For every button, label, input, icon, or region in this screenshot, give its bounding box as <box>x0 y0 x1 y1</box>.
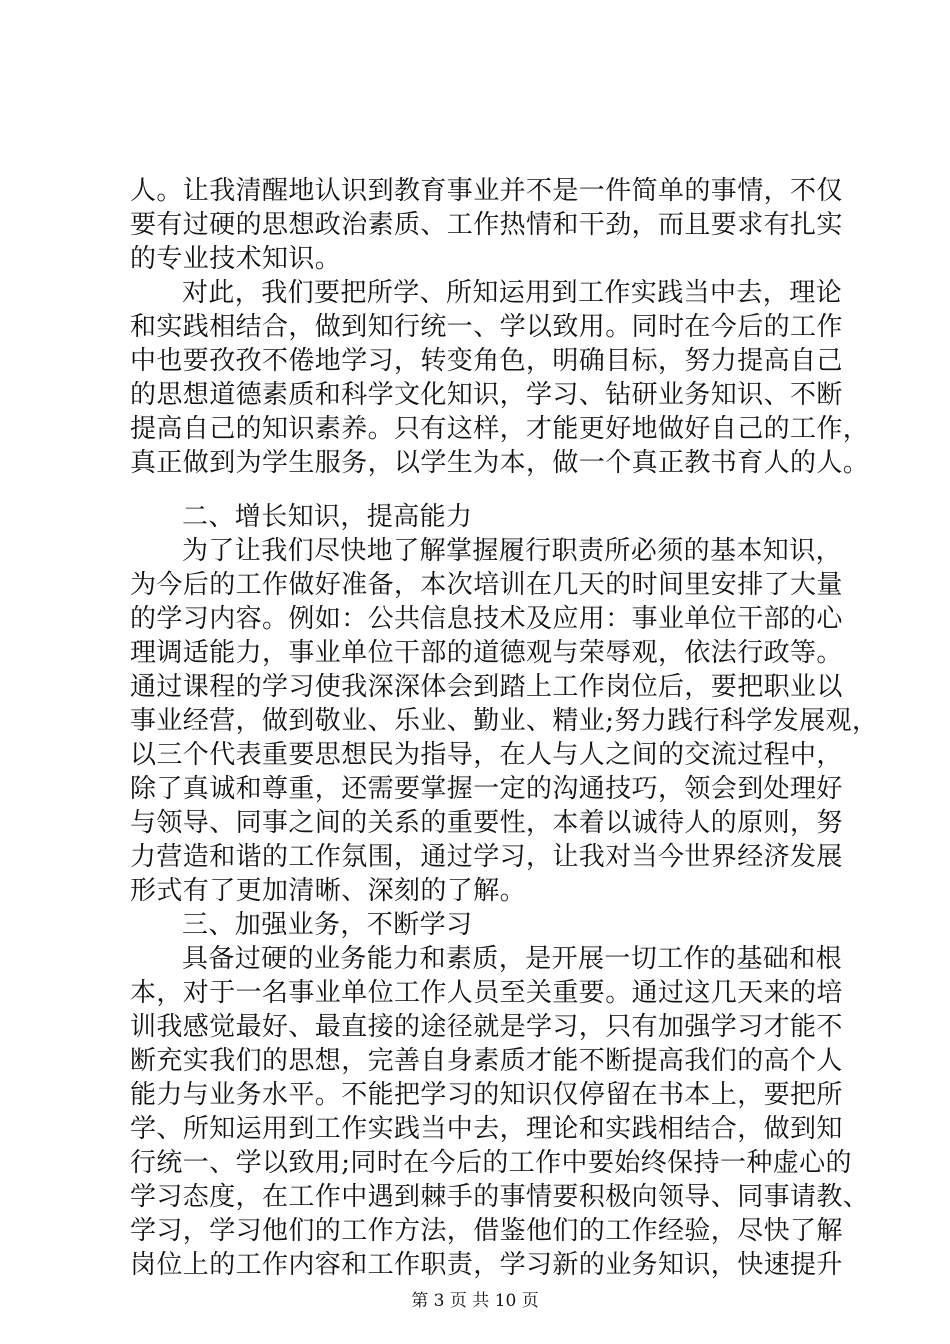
text-line: 以三个代表重要思想民为指导，在人与人之间的交流过程中， <box>130 740 843 770</box>
page-number-footer: 第 3 页 共 10 页 <box>411 1291 539 1311</box>
text-line: 除了真诚和尊重，还需要掌握一定的沟通技巧，领会到处理好 <box>130 774 843 804</box>
text-line: 学习态度，在工作中遇到棘手的事情要积极向领导、同事请教、 <box>130 1182 870 1212</box>
text-line: 与领导、同事之间的关系的重要性，本着以诚待人的原则，努 <box>130 808 843 838</box>
text-line: 提高自己的知识素养。只有这样，才能更好地做好自己的工作， <box>130 414 870 444</box>
text-line: 的专业技术知识。 <box>130 244 342 274</box>
text-line: 真正做到为学生服务，以学生为本，做一个真正教书育人的人。 <box>130 448 870 478</box>
text-line: 事业经营，做到敬业、乐业、勤业、精业;努力践行科学发展观， <box>130 706 879 736</box>
text-line: 学习，学习他们的工作方法，借鉴他们的工作经验，尽快了解 <box>130 1216 843 1246</box>
text-line: 的学习内容。例如：公共信息技术及应用：事业单位干部的心 <box>130 604 843 634</box>
text-line: 要有过硬的思想政治素质、工作热情和干劲，而且要求有扎实 <box>130 210 843 240</box>
text-line: 训我感觉最好、最直接的途径就是学习，只有加强学习才能不 <box>130 1012 843 1042</box>
paragraph-first-line: 为了让我们尽快地了解掌握履行职责所必须的基本知识， <box>182 536 843 566</box>
text-line: 和实践相结合，做到知行统一、学以致用。同时在今后的工作 <box>130 312 843 342</box>
text-line: 能力与业务水平。不能把学习的知识仅停留在书本上，要把所 <box>130 1080 843 1110</box>
text-line: 形式有了更加清晰、深刻的了解。 <box>130 876 527 906</box>
text-line: 断充实我们的思想，完善自身素质才能不断提高我们的高个人 <box>130 1046 843 1076</box>
text-line: 通过课程的学习使我深深体会到踏上工作岗位后，要把职业以 <box>130 672 843 702</box>
text-line: 学、所知运用到工作实践当中去，理论和实践相结合，做到知 <box>130 1114 843 1144</box>
text-line: 人。让我清醒地认识到教育事业并不是一件简单的事情，不仅 <box>130 176 843 206</box>
text-line: 理调适能力，事业单位干部的道德观与荣辱观，依法行政等。 <box>130 638 843 668</box>
text-line: 岗位上的工作内容和工作职责，学习新的业务知识，快速提升 <box>130 1250 843 1280</box>
text-line: 行统一、学以致用;同时在今后的工作中要始终保持一种虚心的 <box>130 1148 852 1178</box>
text-line: 本，对于一名事业单位工作人员至关重要。通过这几天来的培 <box>130 978 843 1008</box>
text-line: 力营造和谐的工作氛围，通过学习，让我对当今世界经济发展 <box>130 842 843 872</box>
text-line: 为今后的工作做好准备，本次培训在几天的时间里安排了大量 <box>130 570 843 600</box>
paragraph-first-line: 对此，我们要把所学、所知运用到工作实践当中去，理论 <box>182 278 843 308</box>
section-heading: 二、增长知识，提高能力 <box>182 502 473 532</box>
text-line: 中也要孜孜不倦地学习，转变角色，明确目标，努力提高自己 <box>130 346 843 376</box>
section-heading: 三、加强业务，不断学习 <box>182 910 473 940</box>
text-line: 的思想道德素质和科学文化知识，学习、钻研业务知识、不断 <box>130 380 843 410</box>
paragraph-first-line: 具备过硬的业务能力和素质，是开展一切工作的基础和根 <box>182 944 843 974</box>
